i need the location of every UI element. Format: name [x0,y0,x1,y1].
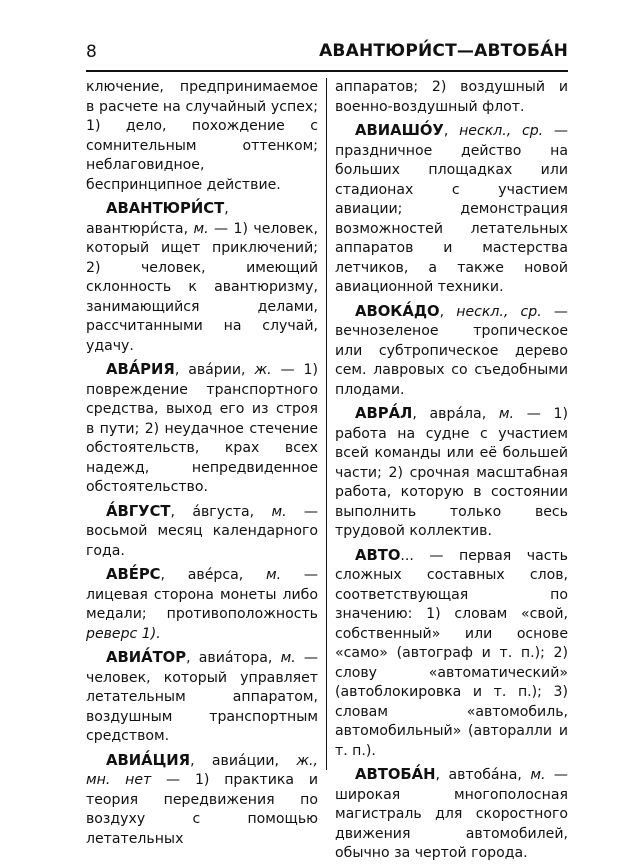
word-form: , [439,303,457,320]
grammar-label: нескл., ср. [459,123,544,139]
dictionary-entry [86,502,318,562]
definition: — 1) практика и теория передвижения по воздуху с помощью летательных [86,772,319,847]
definition: — лицевая сторона монеты либо медали; противоположность [86,567,318,622]
continued-entry [86,78,318,195]
word-form: , [443,123,460,139]
definition: — 1) человек, который ищет приключений; 2) человек, имеющий склонность к авантюризму, занимающийся делами, рассчитанными на случай, удачу. [86,220,318,354]
word-form: , авиа́ции, [190,752,297,769]
definition: — 1) повреждение транспортного средства, выход его из строя в пути; 2) неудачное стечение обстоятельств, крах всех надежд, непредвиденное обстоятельство. [86,362,318,495]
entry-text: аппаратов; 2) воздушный и военно-воздушный флот. [335,79,568,115]
definition: — 1) работа на судне с участием всей команды или её большей части; 2) срочная масштабная работа, которую в состоянии выполнить только весь трудовой коллектив. [335,406,568,539]
grammar-label: м. [280,650,296,666]
definition: — широкая многополосная магистраль для скоростного движения автомобилей, обычно за чертой города. [335,767,569,861]
dictionary-entry [335,302,568,401]
header-rule [86,70,568,72]
definition: — праздничное действо на больших площадках или стадионах с участием авиации; демонстрация возможностей летательных аппаратов и мастерства летчиков, а также новой авиационной техники. [335,123,568,295]
page-number: 8 [86,42,97,62]
word-form: , а́вгуста, [170,503,272,520]
word-form: , авиа́тора, [186,650,281,666]
cross-reference: реверс 1). [86,625,161,642]
headword: АВТОБА́Н [355,766,436,783]
word-form: , ава́рии, [174,362,255,378]
headword: АВЕ́РС [106,566,161,583]
definition: — первая часть сложных составных слов, соответствующая по значению: 1) словам «свой, собственный» или основе «само» (автограф и т. п.); 2) слову «автоматический» (автоблокировка и т. п.); 3) словам «автомобиль, автомобильный» (авторалли и т. п.). [335,547,568,759]
headword: АВТО [355,546,401,564]
headword: АВОКА́ДО [355,302,440,320]
continued-entry [335,78,568,117]
dictionary-entry [86,648,318,747]
word-form: , аве́рса, [160,567,266,583]
right-column [335,78,568,864]
headword: АВИА́ЦИЯ [106,751,191,769]
headword: АВАНТЮРИ́СТ [106,200,225,217]
grammar-label: м. [271,503,287,520]
entry-text: ключение, предпринимаемое в расчете на случайный успех; 1) дело, похождение с сомнительным оттенком; неблаговидное, беспринципное действие. [86,79,318,193]
column-divider [326,78,327,770]
headword: АВА́РИЯ [106,361,175,378]
grammar-label: м. [530,767,546,783]
headword: АВИА́ТОР [106,649,187,666]
dictionary-entry [86,199,318,356]
definition: — вечнозеленое тропическое или субтропическое дерево сем. лавровых со съедобными плодами. [335,303,568,398]
headword: АВРА́Л [355,405,413,422]
grammar-label: м. [193,220,209,237]
grammar-label: ж., мн. нет [86,752,318,788]
word-form: ... [400,547,430,564]
dictionary-entry [335,765,568,864]
dictionary-entry [86,565,318,644]
grammar-label: нескл., ср. [456,303,542,320]
word-form: , автоба́на, [435,767,531,783]
definition: — восьмой месяц календарного года. [86,503,318,559]
headword: АВИАШО́У [355,122,444,139]
grammar-label: м. [498,406,515,422]
page-header [86,38,568,68]
dictionary-entry [86,751,318,850]
grammar-label: ж. [254,362,272,378]
word-form: , авра́ла, [412,406,499,422]
left-column [86,78,318,849]
word-form: , авантюри́ста, [86,201,229,237]
running-head: АВАНТЮРИ́СТ—АВТОБА́Н [319,41,568,61]
definition: — человек, который управляет летательным аппаратом, воздушным транспортным средством. [86,650,319,744]
grammar-label: м. [266,567,282,583]
dictionary-entry [335,121,568,298]
headword: А́ВГУСТ [106,502,171,520]
dictionary-entry [335,546,568,762]
dictionary-entry [335,404,568,542]
dictionary-entry [86,360,318,498]
